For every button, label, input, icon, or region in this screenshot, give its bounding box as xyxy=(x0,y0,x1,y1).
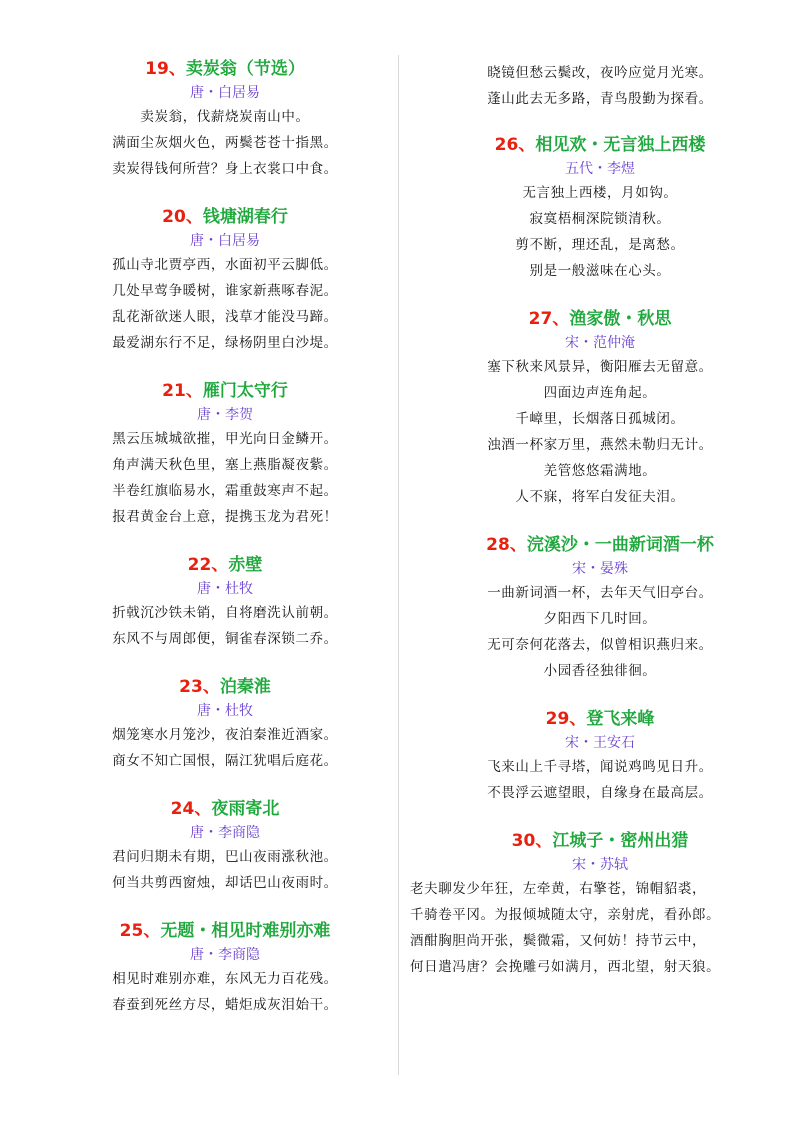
poem-line: 四面边声连角起。 xyxy=(543,385,657,401)
poem-number: 30、 xyxy=(511,831,553,851)
poem-line: 寂寞梧桐深院锁清秋。 xyxy=(529,211,671,227)
poem-25-continued xyxy=(410,60,790,112)
poem-name: 卖炭翁（节选） xyxy=(185,59,305,79)
poem-line: 烟笼寒水月笼沙，夜泊秦淮近酒家。 xyxy=(112,727,338,743)
poem-name: 浣溪沙・一曲新词酒一杯 xyxy=(526,535,714,555)
poem-number: 23、 xyxy=(179,677,220,697)
poem-number: 27、 xyxy=(528,309,570,329)
poem-line: 报君黄金台上意，提携玉龙为君死！ xyxy=(112,509,338,525)
poem-line: 酒酣胸胆尚开张，鬓微霜，又何妨！持节云中， xyxy=(410,933,707,949)
poem-title xyxy=(410,132,790,158)
poem-29 xyxy=(410,706,790,806)
poem-line: 折戟沉沙铁未销，自将磨洗认前朝。 xyxy=(112,605,338,621)
poem-line: 乱花渐欲迷人眼，浅草才能没马蹄。 xyxy=(112,309,338,325)
poem-author: 唐・李商隐 xyxy=(190,825,260,841)
poem-line: 何当共剪西窗烛，却话巴山夜雨时。 xyxy=(112,875,338,891)
poem-number: 26、 xyxy=(494,135,536,155)
poem-line: 老夫聊发少年狂，左牵黄，右擎苍，锦帽貂裘， xyxy=(410,881,707,897)
poem-26 xyxy=(410,132,790,284)
poem-21 xyxy=(80,378,370,530)
poem-title xyxy=(80,204,370,230)
poem-line: 剪不断，理还乱，是离愁。 xyxy=(515,237,685,253)
poem-author: 唐・李商隐 xyxy=(190,947,260,963)
poem-line: 相见时难别亦难，东风无力百花残。 xyxy=(112,971,338,987)
poem-name: 赤壁 xyxy=(228,555,263,575)
poem-title xyxy=(410,828,790,854)
poem-title xyxy=(80,796,370,822)
poem-line: 满面尘灰烟火色，两鬓苍苍十指黑。 xyxy=(112,135,338,151)
poem-line: 飞来山上千寻塔，闻说鸡鸣见日升。 xyxy=(487,759,713,775)
poem-30 xyxy=(410,828,790,980)
poem-20 xyxy=(80,204,370,356)
poem-line: 无可奈何花落去，似曾相识燕归来。 xyxy=(487,637,713,653)
poem-author: 宋・晏殊 xyxy=(572,561,628,577)
poem-title xyxy=(80,552,370,578)
poem-number: 29、 xyxy=(545,709,587,729)
poem-author: 唐・白居易 xyxy=(190,233,260,249)
poem-number: 24、 xyxy=(170,799,212,819)
poem-line: 半卷红旗临易水，霜重鼓寒声不起。 xyxy=(112,483,338,499)
poem-22 xyxy=(80,552,370,652)
poem-line: 东风不与周郎便，铜雀春深锁二乔。 xyxy=(112,631,338,647)
poem-28 xyxy=(410,532,790,684)
poem-line: 蓬山此去无多路，青鸟殷勤为探看。 xyxy=(487,91,713,107)
poem-line: 塞下秋来风景异，衡阳雁去无留意。 xyxy=(487,359,713,375)
poem-number: 19、 xyxy=(145,59,186,79)
poem-line: 卖炭翁，伐薪烧炭南山中。 xyxy=(140,109,310,125)
poem-title xyxy=(80,378,370,404)
poem-title xyxy=(410,306,790,332)
poem-line: 孤山寺北贾亭西，水面初平云脚低。 xyxy=(112,257,338,273)
poem-23 xyxy=(80,674,370,774)
column-divider xyxy=(398,55,399,1075)
poem-line: 无言独上西楼，月如钩。 xyxy=(522,185,678,201)
poem-name: 泊秦淮 xyxy=(219,677,271,697)
poem-author: 宋・王安石 xyxy=(565,735,635,751)
poem-line: 卖炭得钱何所营？身上衣裳口中食。 xyxy=(112,161,338,177)
poem-title xyxy=(80,674,370,700)
poem-author: 唐・杜牧 xyxy=(197,581,253,597)
poem-line: 最爱湖东行不足，绿杨阴里白沙堤。 xyxy=(112,335,338,351)
poem-number: 20、 xyxy=(162,207,203,227)
poem-name: 钱塘湖春行 xyxy=(202,207,288,227)
poem-line: 浊酒一杯家万里，燕然未勒归无计。 xyxy=(487,437,713,453)
poem-name: 江城子・密州出猎 xyxy=(552,831,689,851)
poem-number: 21、 xyxy=(162,381,203,401)
poem-line: 几处早莺争暖树，谁家新燕啄春泥。 xyxy=(112,283,338,299)
poem-19 xyxy=(80,56,370,182)
poem-line: 何日遣冯唐？会挽雕弓如满月，西北望，射天狼。 xyxy=(410,959,721,975)
poem-line: 羌管悠悠霜满地。 xyxy=(543,463,657,479)
poem-line: 夕阳西下几时回。 xyxy=(543,611,657,627)
poem-line: 人不寐，将军白发征夫泪。 xyxy=(515,489,685,505)
poem-name: 登飞来峰 xyxy=(586,709,655,729)
poem-line: 不畏浮云遮望眼，自缘身在最高层。 xyxy=(487,785,713,801)
poem-title xyxy=(80,918,370,944)
poem-number: 28、 xyxy=(486,535,527,555)
poem-author: 唐・杜牧 xyxy=(197,703,253,719)
poem-27 xyxy=(410,306,790,510)
poem-number: 25、 xyxy=(119,921,161,941)
poem-line: 千嶂里，长烟落日孤城闭。 xyxy=(515,411,685,427)
poem-name: 夜雨寄北 xyxy=(211,799,280,819)
poem-author: 唐・白居易 xyxy=(190,85,260,101)
poem-line: 千骑卷平冈。为报倾城随太守，亲射虎，看孙郎。 xyxy=(410,907,721,923)
poem-title xyxy=(80,56,370,82)
poem-line: 一曲新词酒一杯，去年天气旧亭台。 xyxy=(487,585,713,601)
poem-line: 君问归期未有期，巴山夜雨涨秋池。 xyxy=(112,849,338,865)
left-column xyxy=(80,56,370,1018)
poem-line: 商女不知亡国恨，隔江犹唱后庭花。 xyxy=(112,753,338,769)
poem-number: 22、 xyxy=(187,555,229,575)
poem-name: 雁门太守行 xyxy=(202,381,288,401)
poem-line: 黑云压城城欲摧，甲光向日金鳞开。 xyxy=(112,431,338,447)
poem-line: 角声满天秋色里，塞上燕脂凝夜紫。 xyxy=(112,457,338,473)
poem-author: 五代・李煜 xyxy=(565,161,635,177)
right-column xyxy=(410,60,790,980)
poem-name: 渔家傲・秋思 xyxy=(569,309,672,329)
poem-title xyxy=(410,532,790,558)
poem-24 xyxy=(80,796,370,896)
poem-title xyxy=(410,706,790,732)
poem-line: 晓镜但愁云鬓改，夜吟应觉月光寒。 xyxy=(487,65,713,81)
poem-name: 无题・相见时难别亦难 xyxy=(160,921,331,941)
poem-line: 春蚕到死丝方尽，蜡炬成灰泪始干。 xyxy=(112,997,338,1013)
poem-25 xyxy=(80,918,370,1018)
poem-name: 相见欢・无言独上西楼 xyxy=(535,135,706,155)
poem-line: 别是一般滋味在心头。 xyxy=(529,263,671,279)
poem-author: 宋・苏轼 xyxy=(572,857,628,873)
poem-line: 小园香径独徘徊。 xyxy=(543,663,657,679)
poem-author: 宋・范仲淹 xyxy=(565,335,635,351)
poem-author: 唐・李贺 xyxy=(197,407,253,423)
